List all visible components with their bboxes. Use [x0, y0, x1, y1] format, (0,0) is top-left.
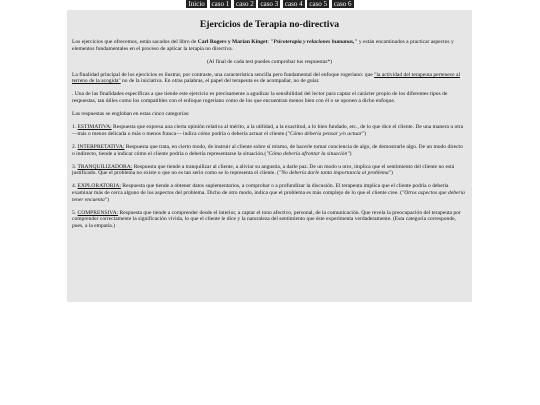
category-name: INTERPRETATIVA:	[77, 143, 125, 150]
category-end: )	[364, 130, 367, 137]
category-comprensiva	[72, 210, 467, 230]
category-tranquilizadora	[72, 164, 467, 177]
category-name: COMPRENSIVA:	[77, 209, 119, 216]
category-interpretativa	[72, 144, 467, 157]
nav-tab-caso-3[interactable]: caso 3	[260, 0, 279, 8]
nav-tab-inicio[interactable]: Inicio	[188, 0, 205, 8]
page-title: Ejercicios de Terapia no-directiva	[199, 19, 340, 30]
answers-note: (Al final de cada test puedes comprobar tus respuestas*)	[206, 58, 333, 65]
category-text: Respuesta que tiende a comprender desde el interior, a captar el tono afectivo, personal, de la comunicación. Que revela la preocupación del terapeuta por comprender correctamente la significación vivida, lo que el cliente le dice y la naturaleza del sentimiento que éste experimenta verdaderamente. (Esta categoría corresponde, pues, a la empatía.)	[72, 209, 461, 229]
category-example: "Cómo debería afrontar la situación"	[266, 150, 350, 157]
purpose-quote: "la actividad del terapeuta pertenece al terreno de la acogida"	[72, 71, 461, 85]
category-estimativa	[72, 124, 467, 137]
category-end: )	[107, 196, 109, 203]
category-number: 4.	[72, 183, 78, 190]
category-text: Respuesta que tiende a tranquilizar al cliente, a aliviar su angustia, a darle paz. De un modo u otro, implica que el sentimiento del cliente no está justificado. Que el problema no existe o que no es tan serio como se lo representa el cliente. (	[72, 163, 455, 177]
top-navigation	[0, 0, 540, 8]
intro-book-title: "Psicoterapia y relaciones humanas,"	[270, 39, 358, 45]
purpose-text-a: La finalidad principal de los ejercicios es ilustrar, por contraste, una característica sencilla pero fundamental del enfoque rogeriano: que	[72, 71, 375, 78]
category-name: ESTIMATIVA:	[77, 124, 112, 131]
category-end: )	[349, 150, 352, 157]
category-number: 3.	[72, 163, 78, 170]
category-text: Respuesta que tiende a obtener datos suplementarios, a comprobar o a profundizar la discusión. El terapeuta implica que el cliente podría o debería examinar más de cerca alguno de los aspectos del problema. Dicho de otro modo, indica que el problema es más complejo de lo que el cliente cree. (	[72, 183, 449, 196]
category-name: TRANQUILIZADORA:	[77, 163, 133, 170]
category-exploratoria	[72, 183, 467, 203]
category-name: EXPLORATORIA:	[77, 183, 121, 190]
category-number: 5.	[72, 209, 78, 216]
purpose-paragraph	[72, 72, 467, 85]
intro-paragraph	[72, 39, 467, 52]
specific-paragraph: . Una de las finalidades específicas a que tiende este ejercicio es precisamente a agudizar la sensibilidad del lector para captar el carácter propio de los diferentes tipos de respuestas, tan útiles como los compatibles con el enfoque rogeriano como de los que encuentran menos bien con él o se oponen a dicho enfoque.	[72, 91, 448, 105]
category-text: Respuesta que expresa una cierta opinión relativa al mérito, a la utilidad, a la exactitud, a lo bien fundado, etc., de lo que dice el cliente. De una manera u otra —más o menos delicada o más o menos franca— indica cómo podría o debería actuar el cliente.(	[72, 124, 464, 137]
category-end: )	[391, 170, 393, 177]
category-example: "Cómo debería pensar y/o actuar"	[287, 130, 365, 137]
nav-tab-caso-6[interactable]: caso 6	[333, 0, 352, 8]
category-example: "No debería darle tanta importancia al problema"	[279, 170, 392, 177]
intro-text-c: y están encaminados a practicar aspectos y elementos fundamentales en el proceso de aplicar la terapia no directiva.	[72, 39, 454, 52]
nav-tab-caso-4[interactable]: caso 4	[284, 0, 303, 8]
nav-tab-caso-2[interactable]: caso 2	[236, 0, 254, 8]
purpose-text-b: no de la iniciativa. En otras palabras, el papel del terapeuta es de acompañar, no de guiar.	[120, 78, 320, 85]
category-number: 2.	[72, 143, 78, 150]
nav-tab-caso-5[interactable]: caso 5	[309, 0, 328, 8]
content-panel	[67, 10, 472, 302]
category-example: "Otros aspectos que debería tener encuenta"	[72, 189, 465, 203]
nav-tab-caso-1[interactable]: caso 1	[211, 0, 230, 8]
categories-intro: Las respuestas se engloban en estas cinco categorías:	[72, 111, 190, 118]
category-text: Respuesta que trata, en cierto modo, de instruir al cliente sobre sí mismo, de hacerle tomar conciencia de algo, de demostrarle algo. De un modo directo o indirecto, tiende a indicar cómo el cliente podría o debería representarse la situación.(	[72, 143, 463, 157]
intro-text-b: :	[267, 39, 271, 45]
intro-text-a: Los ejercicios que ofrecemos, están sacados del libro de	[72, 39, 198, 45]
category-number: 1.	[72, 124, 78, 131]
intro-authors: Carl Rogers y Marian Kinget	[197, 39, 268, 45]
